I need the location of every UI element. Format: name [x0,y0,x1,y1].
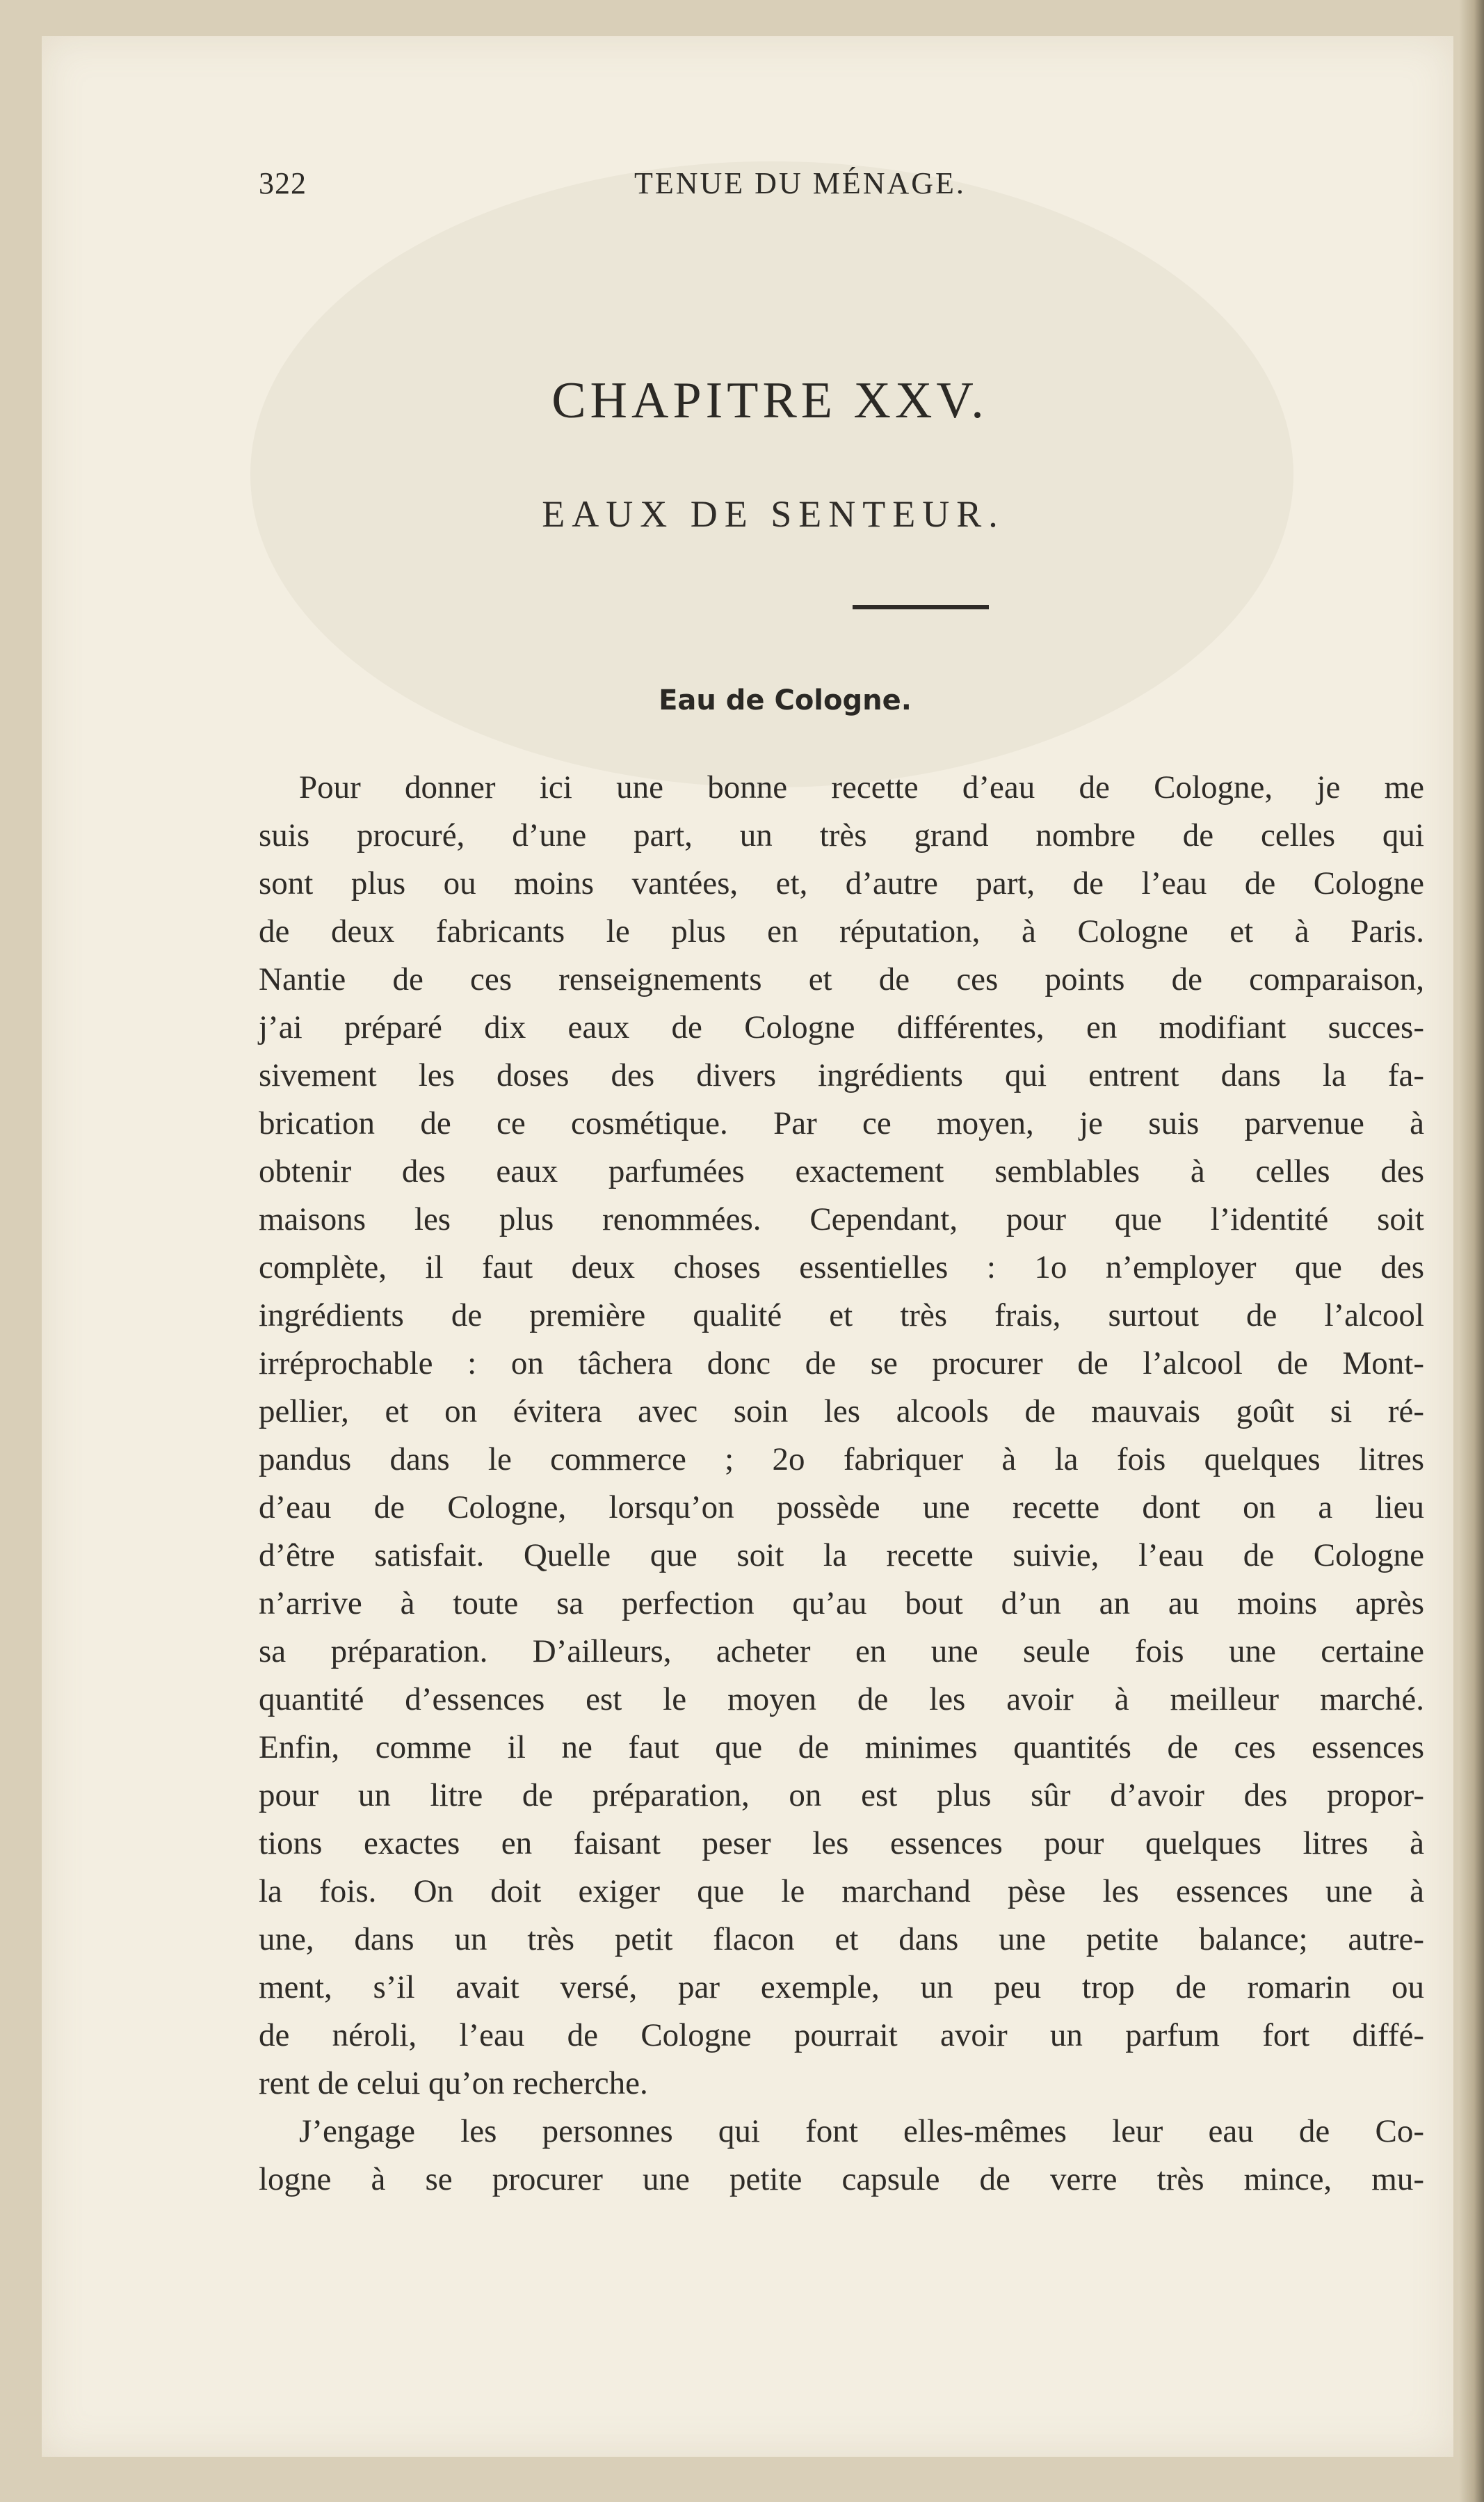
text-line: pellier, et on évitera avec soin les alcools de mauvais goût si ré- [259,1393,1424,1429]
page-number: 322 [259,166,307,200]
text-line: n’arrive à toute sa perfection qu’au bout d’un an au moins après [259,1585,1424,1621]
text-line: d’être satisfait. Quelle que soit la recette suivie, l’eau de Cologne [259,1537,1424,1573]
text-line: sont plus ou moins vantées, et, d’autre part, de l’eau de Cologne [259,865,1424,901]
text-line: de néroli, l’eau de Cologne pourrait avoir un parfum fort diffé- [259,2017,1424,2053]
text-line: ingrédients de première qualité et très frais, surtout de l’alcool [259,1297,1424,1333]
text-line: Pour donner ici une bonne recette d’eau de Cologne, je me [299,769,1424,805]
text-line: sa préparation. D’ailleurs, acheter en une seule fois une certaine [259,1633,1424,1669]
chapter-subtitle: EAUX DE SENTEUR. [542,493,1005,535]
text-line: Nantie de ces renseignements et de ces points de comparaison, [259,961,1424,997]
text-line: J’engage les personnes qui font elles-mêmes leur eau de Co- [299,2113,1424,2149]
text-line: ment, s’il avait versé, par exemple, un peu trop de romarin ou [259,1969,1424,2005]
paragraph [259,764,1424,2108]
text-line: d’eau de Cologne, lorsqu’on possède une recette dont on a lieu [259,1489,1424,1525]
text-line: tions exactes en faisant peser les essences pour quelques litres à [259,1825,1424,1861]
text-line: pandus dans le commerce ; 2o fabriquer à la fois quelques litres [259,1441,1424,1477]
text-line: pour un litre de préparation, on est plus sûr d’avoir des propor- [259,1777,1424,1813]
section-heading: Eau de Cologne. [659,684,912,716]
text-line: rent de celui qu’on recherche. [259,2065,648,2101]
running-head [259,166,1424,207]
text-line: complète, il faut deux choses essentielles : 1o n’employer que des [259,1249,1424,1285]
chapter-title: CHAPITRE XXV. [551,372,988,429]
decorative-rule [853,605,989,609]
text-line: suis procuré, d’une part, un très grand nombre de celles qui [259,817,1424,853]
running-title: TENUE DU MÉNAGE. [634,166,966,200]
text-line: une, dans un très petit flacon et dans une petite balance; autre- [259,1921,1424,1957]
text-line: logne à se procurer une petite capsule de verre très mince, mu- [259,2161,1424,2197]
text-line: Enfin, comme il ne faut que de minimes quantités de ces essences [259,1729,1424,1765]
text-line: la fois. On doit exiger que le marchand pèse les essences une à [259,1873,1424,1909]
paragraph [259,2108,1424,2204]
text-line: maisons les plus renommées. Cependant, pour que l’identité soit [259,1201,1424,1237]
text-line: quantité d’essences est le moyen de les avoir à meilleur marché. [259,1681,1424,1717]
body-text [259,764,1424,2204]
text-line: irréprochable : on tâchera donc de se procurer de l’alcool de Mont- [259,1345,1424,1381]
text-line: j’ai préparé dix eaux de Cologne différentes, en modifiant succes- [259,1009,1424,1045]
text-line: sivement les doses des divers ingrédients qui entrent dans la fa- [259,1057,1424,1093]
text-line: obtenir des eaux parfumées exactement semblables à celles des [259,1153,1424,1189]
text-line: de deux fabricants le plus en réputation, à Cologne et à Paris. [259,913,1424,949]
text-line: brication de ce cosmétique. Par ce moyen, je suis parvenue à [259,1105,1424,1141]
